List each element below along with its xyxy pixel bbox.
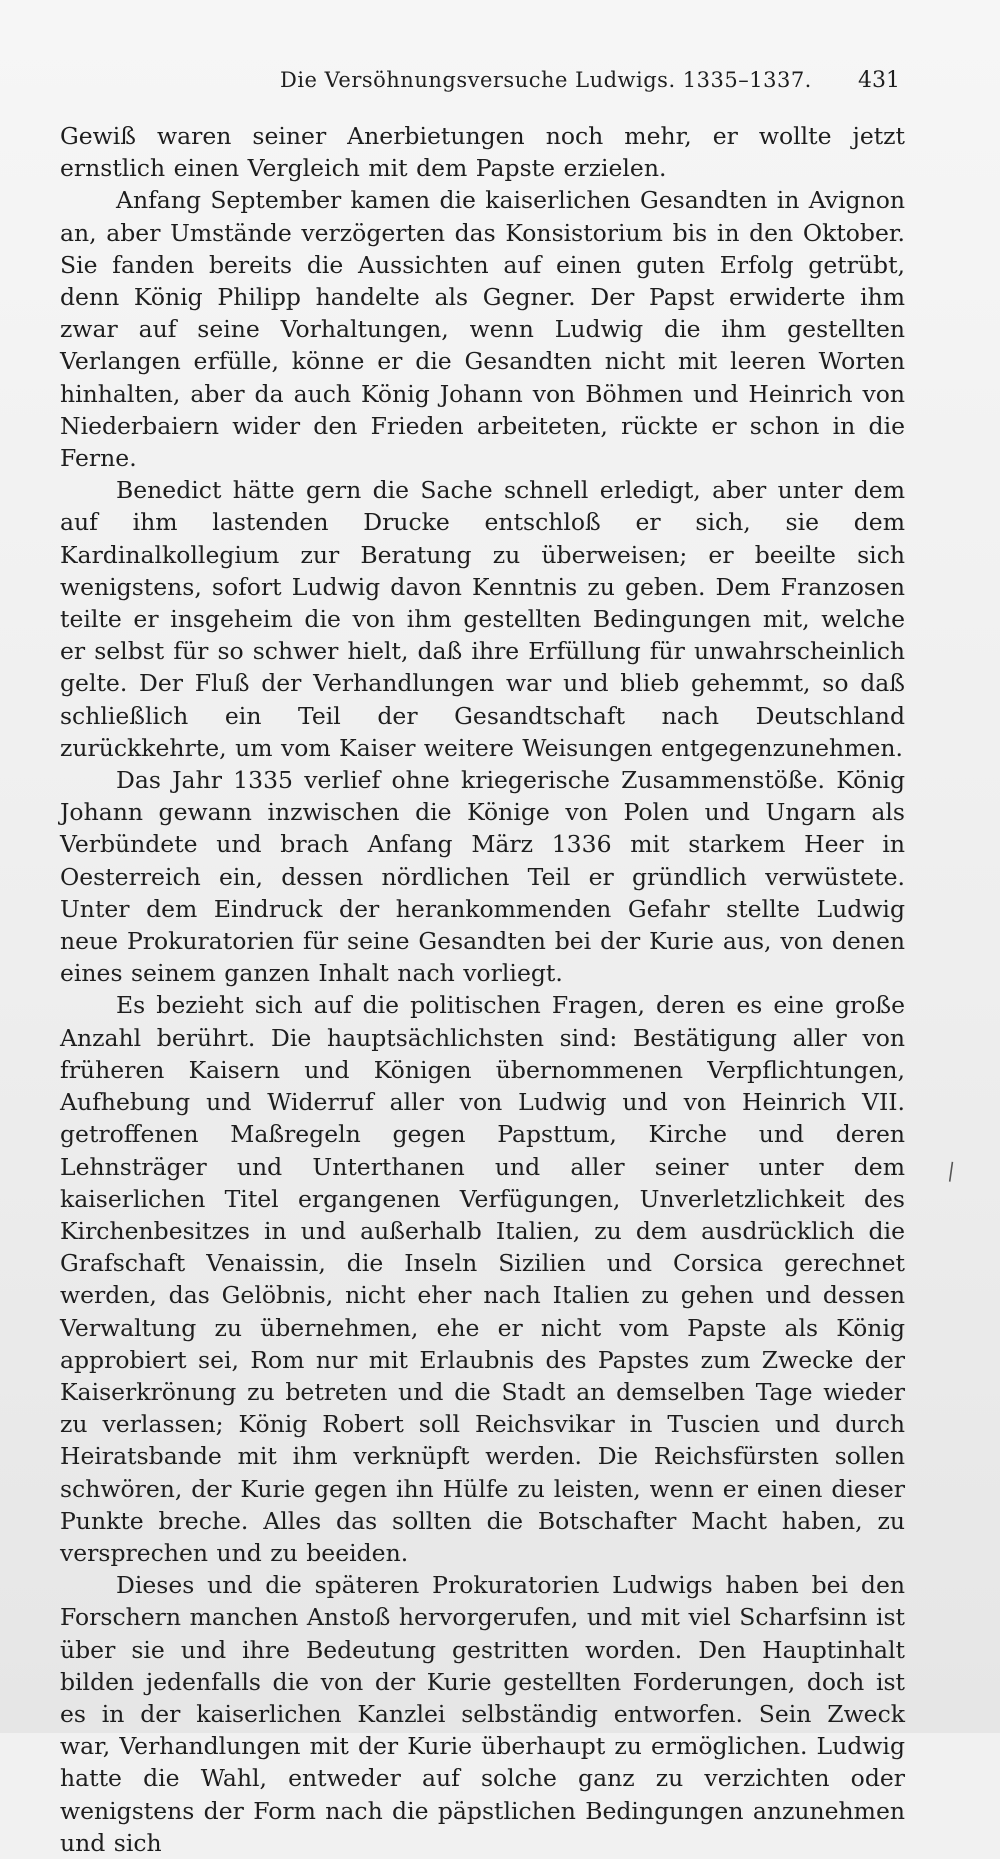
paragraph: Das Jahr 1335 verlief ohne kriegerische Zusammenstöße. König Johann gewann inzwischen die Könige von Polen und Ungarn als Verbündete und brach Anfang März 1336 mit starkem Heer in Oesterreich ein, dessen nördlichen Teil er gründlich verwüstete. Unter dem Eindruck der herankommenden Gefahr stellte Ludwig neue Prokuratorien für seine Gesandten bei der Kurie aus, von denen eines seinem ganzen Inhalt nach vorliegt. (60, 766, 905, 988)
page-number: 431 (858, 68, 900, 93)
paragraph: Gewiß waren seiner Anerbietungen noch mehr, er wollte jetzt ernstlich einen Vergleich mit dem Papste erzielen. (60, 122, 905, 183)
margin-pencil-mark: | (946, 1157, 957, 1183)
body-text (60, 120, 905, 1859)
running-head (60, 68, 900, 98)
paragraph: Es bezieht sich auf die politischen Fragen, deren es eine große Anzahl berührt. Die hauptsächlichsten sind: Bestätigung aller von früheren Kaisern und Königen übernommenen Verpflichtungen, Aufhebung und Widerruf aller von Ludwig und von Heinrich VII. getroffenen Maßregeln gegen Papsttum, Kirche und deren Lehnsträger und Unterthanen und aller seiner unter dem kaiserlichen Titel ergangenen Verfügungen, Unverletzlichkeit des Kirchenbesitzes in und außerhalb Italien, zu dem ausdrücklich die Grafschaft Venaissin, die Inseln Sizilien und Corsica gerechnet werden, das Gelöbnis, nicht eher nach Italien zu gehen und dessen Verwaltung zu übernehmen, ehe er nicht vom Papste als König approbiert sei, Rom nur mit Erlaubnis des Papstes zum Zwecke der Kaiserkrönung zu betreten und die Stadt an demselben Tage wieder zu verlassen; König Robert soll Reichsvikar in Tuscien und durch Heiratsbande mit ihm verknüpft werden. Die Reichsfürsten sollen schwören, der Kurie gegen ihn Hülfe zu leisten, wenn er einen dieser Punkte breche. Alles das sollten die Botschafter Macht haben, zu versprechen und zu beeiden. (60, 991, 905, 1567)
running-title: Die Versöhnungsversuche Ludwigs. 1335–1337. (280, 68, 812, 92)
paragraph: Dieses und die späteren Prokuratorien Ludwigs haben bei den Forschern manchen Anstoß hervorgerufen, und mit viel Scharfsinn ist über sie und ihre Bedeutung gestritten worden. Den Hauptinhalt bilden jedenfalls die von der Kurie gestellten Forderungen, doch ist es in der kaiserlichen Kanzlei selbständig entworfen. Sein Zweck war, Verhandlungen mit der Kurie überhaupt zu ermöglichen. Ludwig hatte die Wahl, entweder auf solche ganz zu verzichten oder wenigstens der Form nach die päpstlichen Bedingungen anzunehmen und sich (60, 1571, 905, 1857)
paragraph: Anfang September kamen die kaiserlichen Gesandten in Avignon an, aber Umstände verzögerten das Konsistorium bis in den Oktober. Sie fanden bereits die Aussichten auf einen guten Erfolg getrübt, denn König Philipp handelte als Gegner. Der Papst erwiderte ihm zwar auf seine Vorhaltungen, wenn Ludwig die ihm gestellten Verlangen erfülle, könne er die Gesandten nicht mit leeren Worten hinhalten, aber da auch König Johann von Böhmen und Heinrich von Niederbaiern wider den Frieden arbeiteten, rückte er schon in die Ferne. (60, 186, 905, 473)
paragraph: Benedict hätte gern die Sache schnell erledigt, aber unter dem auf ihm lastenden Drucke entschloß er sich, sie dem Kardinalkollegium zur Beratung zu überweisen; er beeilte sich wenigstens, sofort Ludwig davon Kenntnis zu geben. Dem Franzosen teilte er insgeheim die von ihm gestellten Bedingungen mit, welche er selbst für so schwer hielt, daß ihre Erfüllung für unwahrscheinlich gelte. Der Fluß der Verhandlungen war und blieb gehemmt, so daß schließlich ein Teil der Gesandtschaft nach Deutschland zurückkehrte, um vom Kaiser weitere Weisungen entgegenzunehmen. (60, 476, 905, 762)
